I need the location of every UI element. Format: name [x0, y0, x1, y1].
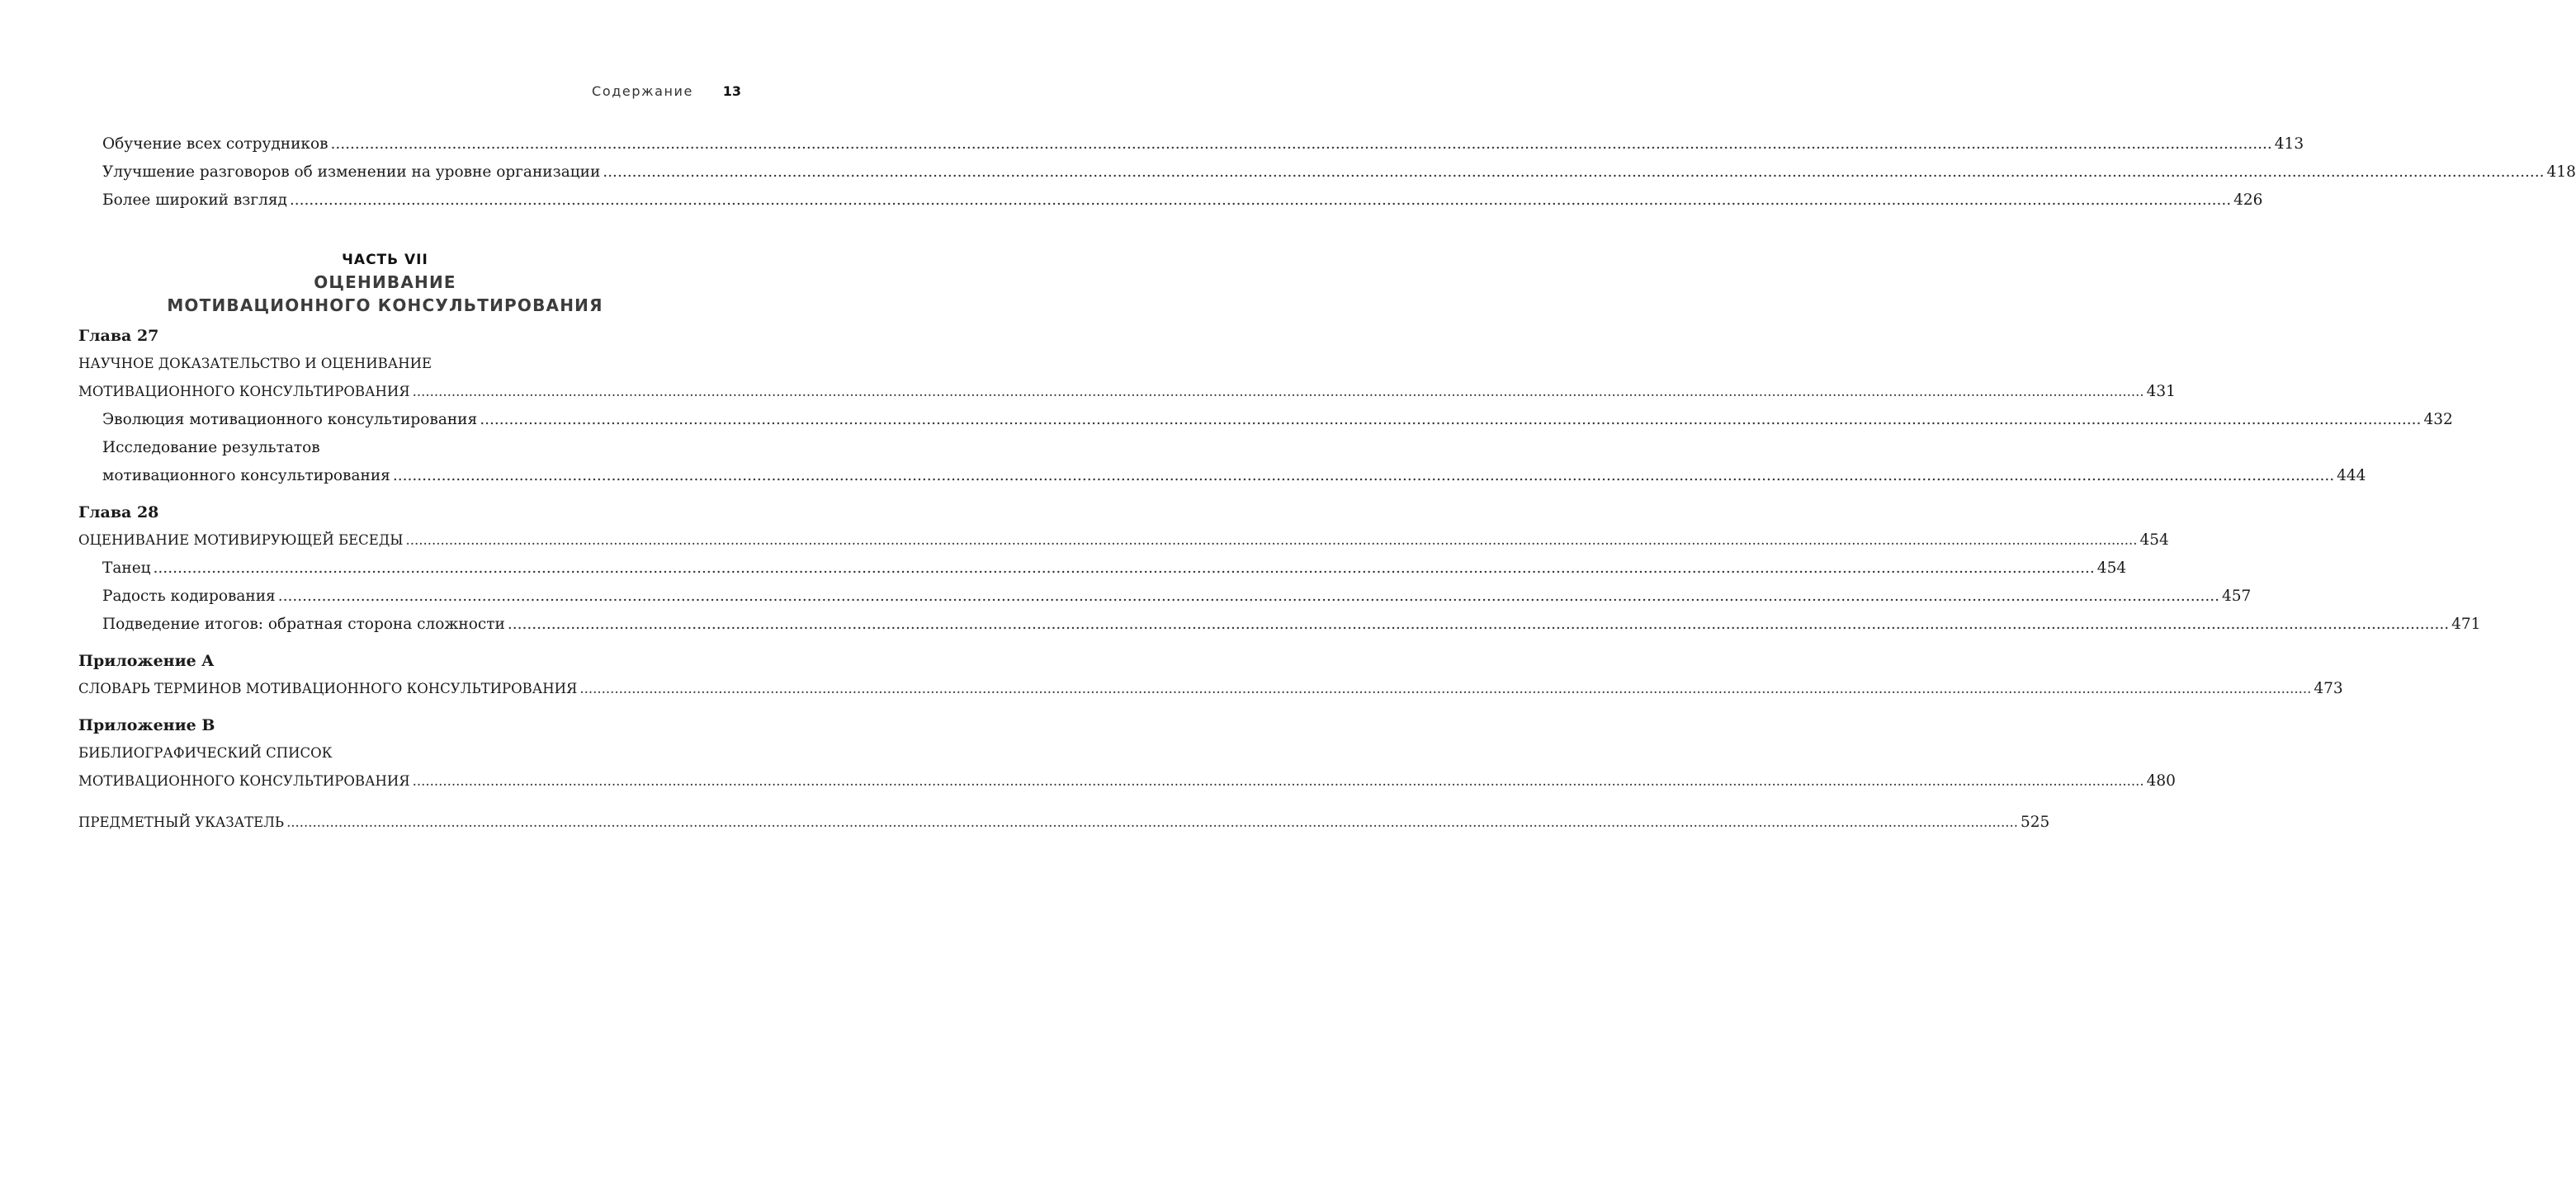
toc-entry-title: МОТИВАЦИОННОГО КОНСУЛЬТИРОВАНИЯ: [78, 384, 410, 399]
toc-entry[interactable]: [78, 462, 2366, 490]
leader-dots: ................................................................................................................................................................................................................................................................................................................................................................................................................: [405, 532, 2138, 548]
toc-entry-page: 431: [2146, 383, 2176, 400]
appendix-a-entry[interactable]: [78, 675, 2343, 703]
index-entry[interactable]: [78, 809, 2050, 837]
leader-dots: ................................................................................................................................................................................................................................................................................................................................................................................................................: [579, 681, 2312, 696]
toc-entry-page: 457: [2221, 588, 2252, 605]
toc-entry-title: ОЦЕНИВАНИЕ МОТИВИРУЮЩЕЙ БЕСЕДЫ: [78, 532, 404, 548]
leader-dots: ................................................................................................................................................................................................................................................................................................................................................................................................................: [277, 588, 2219, 605]
toc-entry-page: 413: [2274, 135, 2304, 153]
leader-dots: ................................................................................................................................................................................................................................................................................................................................................................................................................: [153, 559, 2095, 577]
appendix-a-heading: Приложение A: [78, 652, 215, 670]
appendix-b-heading: Приложение B: [78, 716, 215, 734]
chapter-27-title-line1[interactable]: НАУЧНОЕ ДОКАЗАТЕЛЬСТВО И ОЦЕНИВАНИЕ: [78, 356, 432, 371]
toc-entry-page: 432: [2423, 411, 2453, 428]
part-title-line2: МОТИВАЦИОННОГО КОНСУЛЬТИРОВАНИЯ: [167, 295, 603, 315]
page-number: 13: [722, 83, 741, 99]
toc-entry-title: Эволюция мотивационного консультирования: [102, 411, 478, 428]
toc-entry-page: 426: [2233, 191, 2263, 209]
toc-entry-page: 454: [2096, 559, 2127, 577]
page-header: [0, 83, 815, 103]
leader-dots: ................................................................................................................................................................................................................................................................................................................................................................................................................: [289, 191, 2232, 209]
toc-entry-page: 480: [2146, 772, 2176, 790]
leader-dots: ................................................................................................................................................................................................................................................................................................................................................................................................................: [480, 411, 2422, 428]
toc-entry[interactable]: [78, 583, 2252, 611]
appendix-b-entry[interactable]: [78, 767, 2176, 795]
running-title: Содержание: [592, 83, 693, 99]
toc-entry[interactable]: [78, 555, 2127, 583]
toc-entry-page: 525: [2021, 814, 2050, 831]
toc-entry-title: Обучение всех сотрудников: [102, 135, 328, 153]
toc-entry-title-line1[interactable]: Исследование результатов: [102, 439, 320, 456]
leader-dots: ................................................................................................................................................................................................................................................................................................................................................................................................................: [330, 135, 2272, 153]
toc-entry-page: 471: [2451, 616, 2481, 633]
part-heading: [78, 249, 692, 317]
leader-dots: ................................................................................................................................................................................................................................................................................................................................................................................................................: [286, 814, 2019, 830]
toc-entry-title: Более широкий взгляд: [102, 191, 287, 209]
toc-entry-page: 444: [2337, 467, 2366, 484]
leader-dots: ................................................................................................................................................................................................................................................................................................................................................................................................................: [412, 773, 2144, 789]
chapter-27-heading: Глава 27: [78, 327, 159, 345]
toc-entry[interactable]: [78, 158, 2576, 186]
toc-entry-title: Подведение итогов: обратная сторона сложности: [102, 616, 505, 633]
toc-entry[interactable]: [78, 406, 2453, 434]
toc-entry[interactable]: [78, 611, 2481, 639]
table-of-contents: [78, 130, 2576, 837]
chapter-27-title-entry[interactable]: [78, 378, 2176, 406]
toc-entry-title: Улучшение разговоров об изменении на уровне организации: [102, 163, 601, 181]
leader-dots: ................................................................................................................................................................................................................................................................................................................................................................................................................: [412, 384, 2144, 399]
appendix-b-title-line1[interactable]: БИБЛИОГРАФИЧЕСКИЙ СПИСОК: [78, 745, 333, 761]
toc-entry-title: Радость кодирования: [102, 588, 276, 605]
leader-dots: ................................................................................................................................................................................................................................................................................................................................................................................................................: [507, 616, 2450, 633]
part-label: ЧАСТЬ VII: [342, 252, 428, 268]
leader-dots: ................................................................................................................................................................................................................................................................................................................................................................................................................: [603, 163, 2545, 181]
toc-entry-title: мотивационного консультирования: [102, 467, 390, 484]
toc-entry-title: Танец: [102, 559, 151, 577]
part-title-line1: ОЦЕНИВАНИЕ: [314, 272, 456, 292]
toc-entry[interactable]: [78, 186, 2263, 215]
toc-entry-title: МОТИВАЦИОННОГО КОНСУЛЬТИРОВАНИЯ: [78, 773, 410, 789]
toc-entry-page: 454: [2139, 531, 2169, 549]
leader-dots: ................................................................................................................................................................................................................................................................................................................................................................................................................: [392, 467, 2335, 484]
toc-entry[interactable]: [78, 130, 2304, 158]
toc-entry-page: 418: [2546, 163, 2576, 181]
toc-entry-page: 473: [2314, 680, 2343, 697]
toc-entry-title: СЛОВАРЬ ТЕРМИНОВ МОТИВАЦИОННОГО КОНСУЛЬТИРОВАНИЯ: [78, 681, 578, 696]
chapter-28-title-entry[interactable]: [78, 526, 2169, 555]
toc-entry-title: ПРЕДМЕТНЫЙ УКАЗАТЕЛЬ: [78, 814, 285, 830]
chapter-28-heading: Глава 28: [78, 503, 159, 521]
